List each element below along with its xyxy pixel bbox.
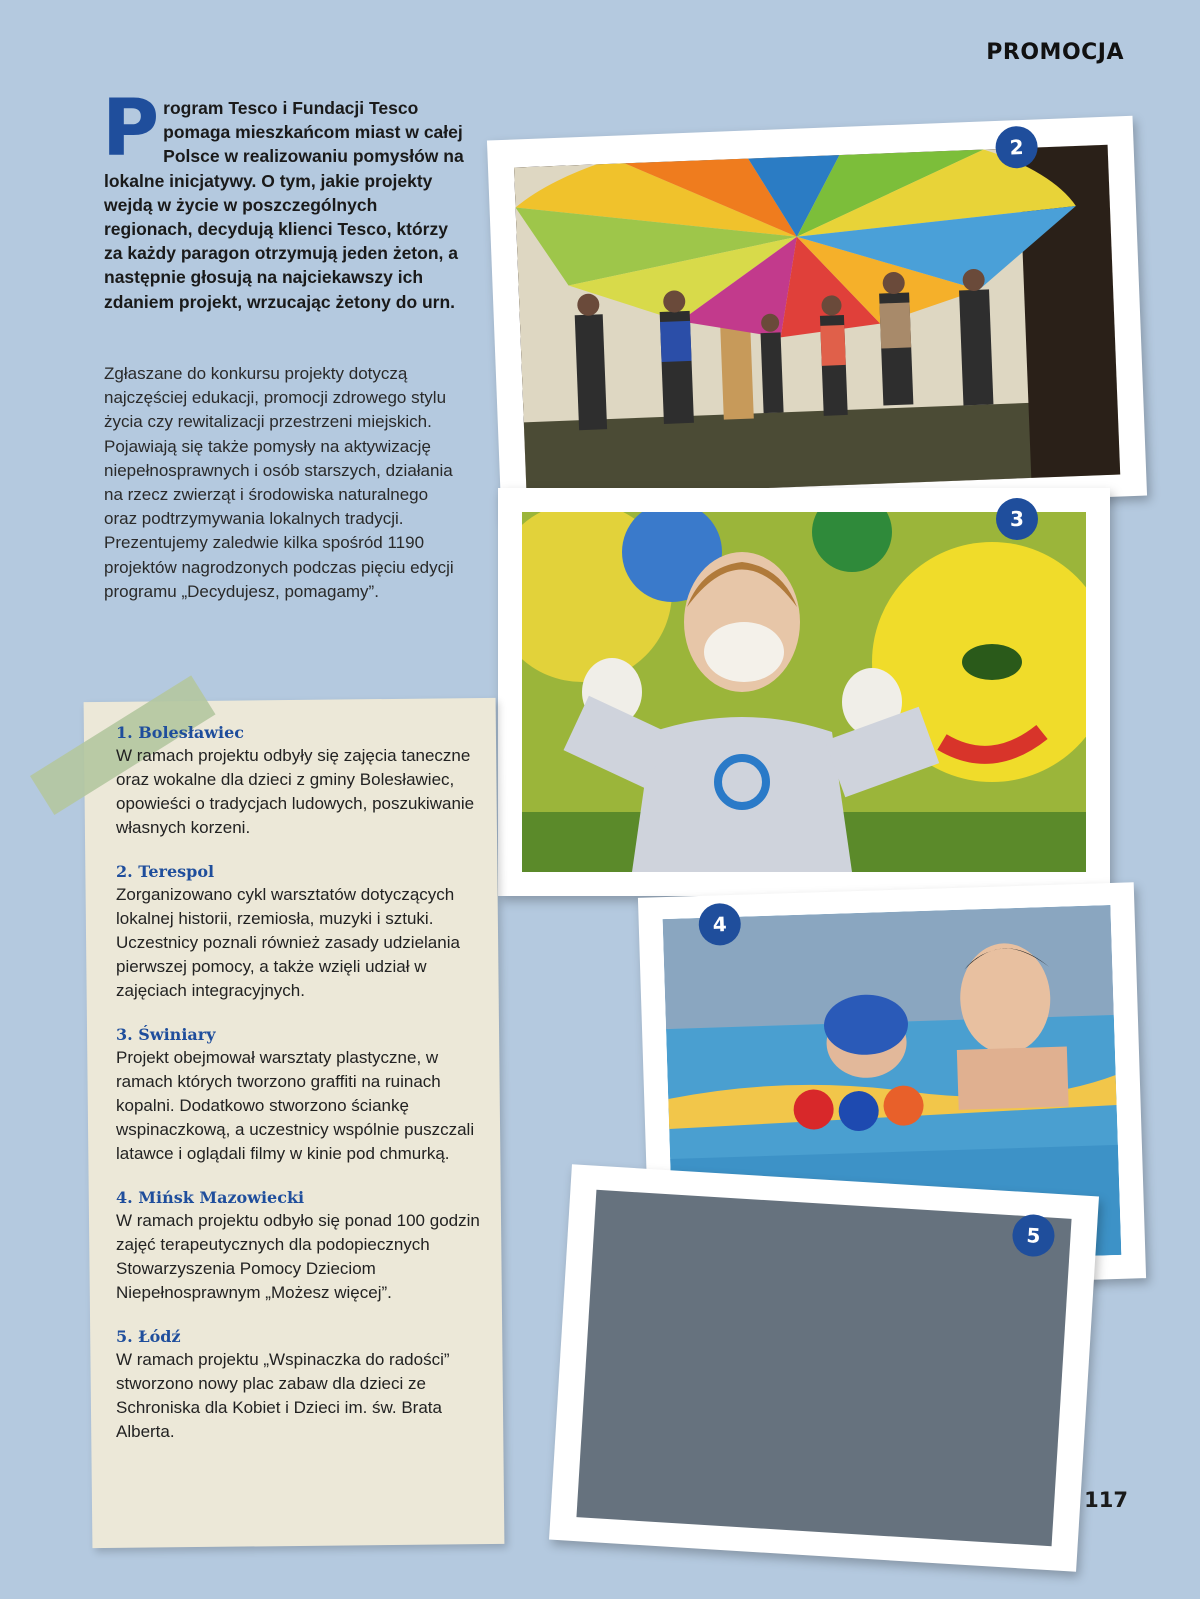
project-title: 2. Terespol	[116, 862, 215, 881]
photo-3-number-badge: 3	[996, 498, 1038, 540]
project-title: 3. Świniary	[116, 1025, 216, 1044]
project-title: 1. Bolesławiec	[116, 723, 245, 742]
project-description: W ramach projektu odbyły się zajęcia taneczne oraz wokalne dla dzieci z gminy Bolesławiec, opowieści o tradycjach ludowych, poszukiwanie własnych korzeni.	[116, 746, 475, 837]
drop-cap: P	[102, 84, 160, 174]
photo-2-frame	[487, 116, 1147, 521]
project-description: W ramach projektu odbyło się ponad 100 godzin zajęć terapeutycznych dla podopiecznych Stowarzyszenia Pomocy Dzieciom Niepełnosprawnym „Możesz więcej”.	[116, 1211, 480, 1302]
photo-3-graffiti-girl-image	[522, 512, 1086, 872]
projects-list	[116, 722, 488, 1465]
project-description: Projekt obejmował warsztaty plastyczne, w ramach których tworzono graffiti na ruinach kopalni. Dodatkowo stworzono ściankę wspinaczkową, a uczestnicy wspólnie puszczali latawce i oglądali filmy w kinie pod chmurką.	[116, 1048, 475, 1163]
section-label: PROMOCJA	[986, 40, 1124, 65]
photo-5-image	[576, 1190, 1071, 1546]
photo-4-number-badge: 4	[698, 903, 741, 946]
photo-3-frame	[498, 488, 1110, 896]
project-item	[116, 1326, 488, 1444]
project-title: 4. Mińsk Mazowiecki	[116, 1188, 305, 1207]
intro-lead-text: rogram Tesco i Fundacji Tesco pomaga mieszkańcom miast w całej Polsce w realizowaniu pomysłów na lokalne inicjatywy. O tym, jakie projekty wejdą w życie w poszczególnych regionach, decydują klienci Tesco, którzy za każdy paragon otrzymują jeden żeton, a następnie głosują na najciekawszy ich zdaniem projekt, wrzucając żetony do urn.	[104, 98, 464, 312]
photo-5-frame	[549, 1164, 1099, 1572]
project-item	[116, 1187, 488, 1305]
project-description: Zorganizowano cykl warsztatów dotyczących lokalnej historii, rzemiosła, muzyki i sztuki. Uczestnicy poznali również zasady udzielania pierwszej pomocy, a także wzięli udział w zajęciach integracyjnych.	[116, 885, 460, 1000]
project-item	[116, 861, 488, 1003]
page-number: 117	[1084, 1488, 1128, 1512]
intro-lead	[102, 84, 464, 314]
project-item	[116, 722, 488, 840]
intro-body: Zgłaszane do konkursu projekty dotyczą najczęściej edukacji, promocji zdrowego stylu życia czy rewitalizacji przestrzeni miejskich. Pojawiają się także pomysły na aktywizację niepełnosprawnych i osób starszych, działania na rzecz zwierząt i środowiska naturalnego oraz podtrzymywania lokalnych tradycji. Prezentujemy zaledwie kilka spośród 1190 projektów nagrodzonych podczas pięciu edycji programu „Decydujesz, pomagamy”.	[104, 364, 454, 601]
project-description: W ramach projektu „Wspinaczka do radości” stworzono nowy plac zabaw dla dzieci ze Schroniska dla Kobiet i Dzieci im. św. Brata Alberta.	[116, 1350, 450, 1441]
project-item	[116, 1024, 488, 1166]
photo-2-number-badge: 2	[995, 125, 1039, 169]
project-title: 5. Łódź	[116, 1327, 181, 1346]
photo-2-parachute-image	[514, 145, 1120, 498]
photo-5-number-badge: 5	[1011, 1213, 1055, 1257]
